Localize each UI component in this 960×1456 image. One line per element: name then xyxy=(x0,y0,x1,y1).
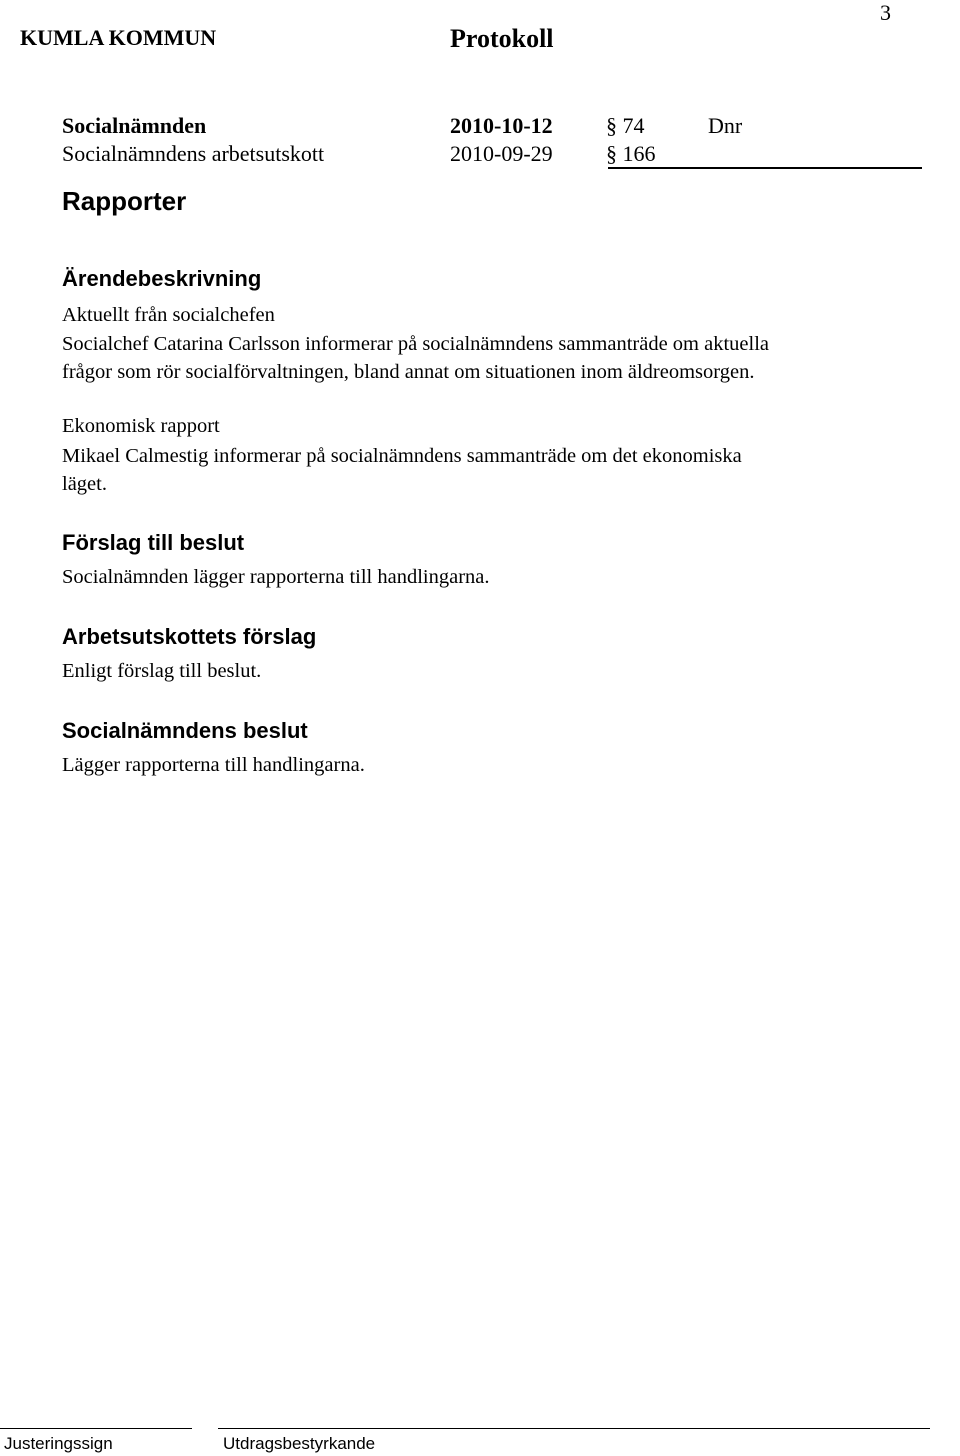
heading-socialnamndens-beslut: Socialnämndens beslut xyxy=(62,718,308,743)
heading-forslag-till-beslut: Förslag till beslut xyxy=(62,530,245,555)
meeting-date-2: 2010-09-29 xyxy=(450,141,553,166)
au-forslag-text: Enligt förslag till beslut. xyxy=(62,660,262,682)
page-title: Rapporter xyxy=(62,186,187,216)
paragraph-line: frågor som rör socialförvaltningen, bland annat om situationen inom äldreomsorgen. xyxy=(62,361,755,383)
footer-justeringssign: Justeringssign xyxy=(4,1434,113,1453)
paragraph-line: läget. xyxy=(62,473,107,495)
section-number-1: § 74 xyxy=(606,113,645,138)
section-number-2: § 166 xyxy=(606,141,656,166)
paragraph-line: Ekonomisk rapport xyxy=(62,415,220,437)
municipality-name: KUMLA KOMMUN xyxy=(20,25,217,50)
meeting-body-2: Socialnämndens arbetsutskott xyxy=(62,141,325,166)
document-type: Protokoll xyxy=(450,24,554,53)
meeting-body-1: Socialnämnden xyxy=(62,113,207,138)
header-divider xyxy=(608,167,922,169)
paragraph-line: Socialchef Catarina Carlsson informerar på socialnämndens sammanträde om aktuella xyxy=(62,333,769,355)
page-number: 3 xyxy=(880,0,891,25)
paragraph-line: Mikael Calmestig informerar på socialnämndens sammanträde om det ekonomiska xyxy=(62,445,742,467)
footer-utdragsbestyrkande: Utdragsbestyrkande xyxy=(223,1434,376,1453)
dnr-label: Dnr xyxy=(708,113,743,138)
meeting-date-1: 2010-10-12 xyxy=(450,113,553,138)
heading-arendebeskrivning: Ärendebeskrivning xyxy=(62,266,262,291)
footer-divider xyxy=(0,1428,930,1429)
paragraph-line: Aktuellt från socialchefen xyxy=(62,304,275,326)
heading-arbetsutskottets-forslag: Arbetsutskottets förslag xyxy=(62,624,317,649)
beslut-text: Lägger rapporterna till handlingarna. xyxy=(62,754,365,776)
forslag-text: Socialnämnden lägger rapporterna till handlingarna. xyxy=(62,566,490,588)
